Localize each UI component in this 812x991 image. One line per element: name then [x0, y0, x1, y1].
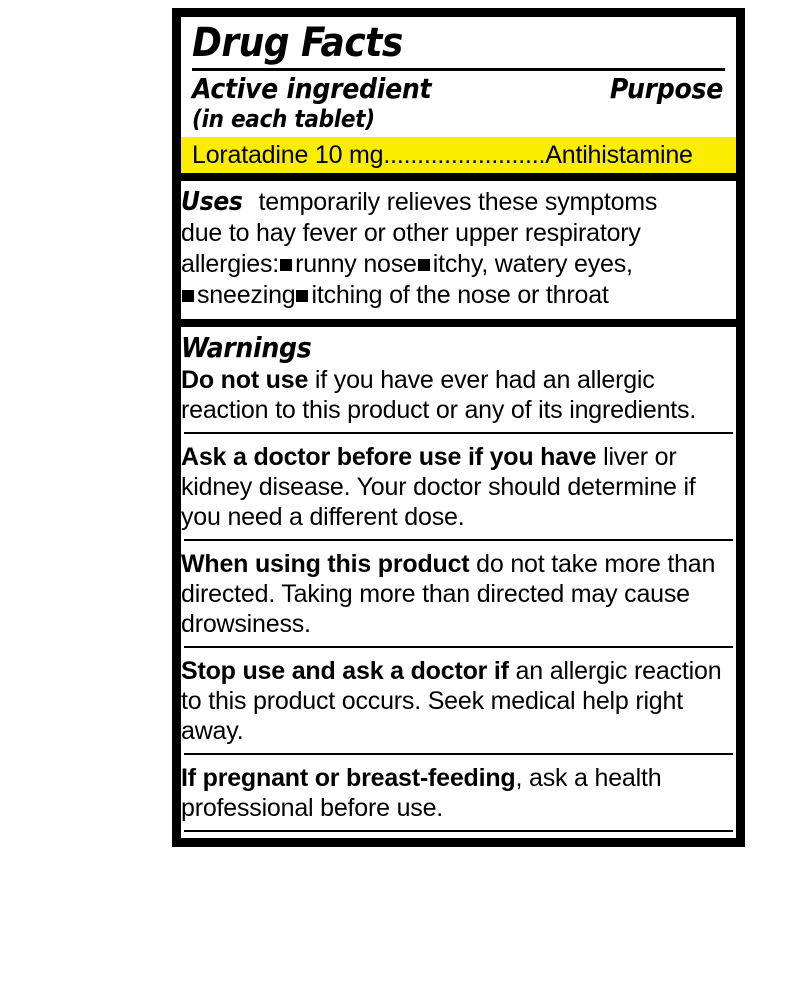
warnings-section	[181, 327, 736, 838]
warning-item-text: an allergic reaction to this product occurs. Seek medical help right away.	[181, 657, 722, 745]
page-title: Drug Facts	[192, 20, 403, 66]
active-ingredient-row: Loratadine 10 mg........................Antihistamine	[181, 137, 736, 173]
uses-section	[181, 181, 736, 319]
warning-item-bold: When using this product	[181, 550, 470, 578]
warning-item-text: liver or kidney disease. Your doctor should determine if you need a different dose.	[181, 443, 696, 531]
warning-divider	[184, 830, 733, 832]
warning-item-bold: Do not use	[181, 366, 309, 394]
warning-item	[181, 442, 736, 539]
warning-item	[181, 549, 736, 646]
uses-bullet-2: itchy, watery eyes,	[432, 250, 633, 278]
warning-item	[181, 656, 736, 753]
uses-bullet-4: itching of the nose or throat	[311, 281, 609, 309]
warning-item	[181, 763, 736, 830]
section-divider-1	[181, 173, 736, 181]
bullet-square-icon	[280, 259, 292, 271]
active-ingredient-section	[181, 17, 736, 173]
uses-bullet-3: sneezing	[197, 281, 296, 309]
uses-line-1: temporarily relieves these symptoms	[258, 188, 658, 216]
bullet-square-icon	[182, 290, 194, 302]
warning-divider	[184, 646, 733, 648]
uses-line-2: due to hay fever or other upper respiratory	[181, 219, 641, 247]
bullet-square-icon	[418, 259, 430, 271]
uses-bullet-1: runny nose	[295, 250, 417, 278]
uses-heading: Uses	[181, 187, 243, 217]
warning-item	[181, 365, 736, 432]
warning-item-text: , ask a health professional before use.	[181, 764, 662, 822]
uses-line-3-prefix: allergies:	[181, 250, 280, 278]
active-ingredient-heading: Active ingredient	[192, 72, 432, 105]
warning-divider	[184, 753, 733, 755]
warning-item-bold: If pregnant or breast-feeding	[181, 764, 516, 792]
warning-divider	[184, 539, 733, 541]
uses-text	[181, 187, 736, 311]
purpose-heading: Purpose	[609, 72, 723, 105]
warning-item-bold: Ask a doctor before use if you have	[181, 443, 597, 471]
bullet-square-icon	[296, 290, 308, 302]
warning-item-text: do not take more than directed. Taking more than directed may cause drowsiness.	[181, 550, 716, 638]
title-divider	[192, 68, 725, 71]
active-ingredient-subheading: (in each tablet)	[192, 105, 375, 133]
warning-item-bold: Stop use and ask a doctor if	[181, 657, 509, 685]
drug-facts-label	[172, 8, 745, 847]
warnings-heading: Warnings	[181, 331, 312, 364]
warning-divider	[184, 432, 733, 434]
active-ingredient-header	[192, 72, 725, 105]
section-divider-2	[181, 319, 736, 327]
warning-item-text: if you have ever had an allergic reaction to this product or any of its ingredients.	[181, 366, 697, 424]
